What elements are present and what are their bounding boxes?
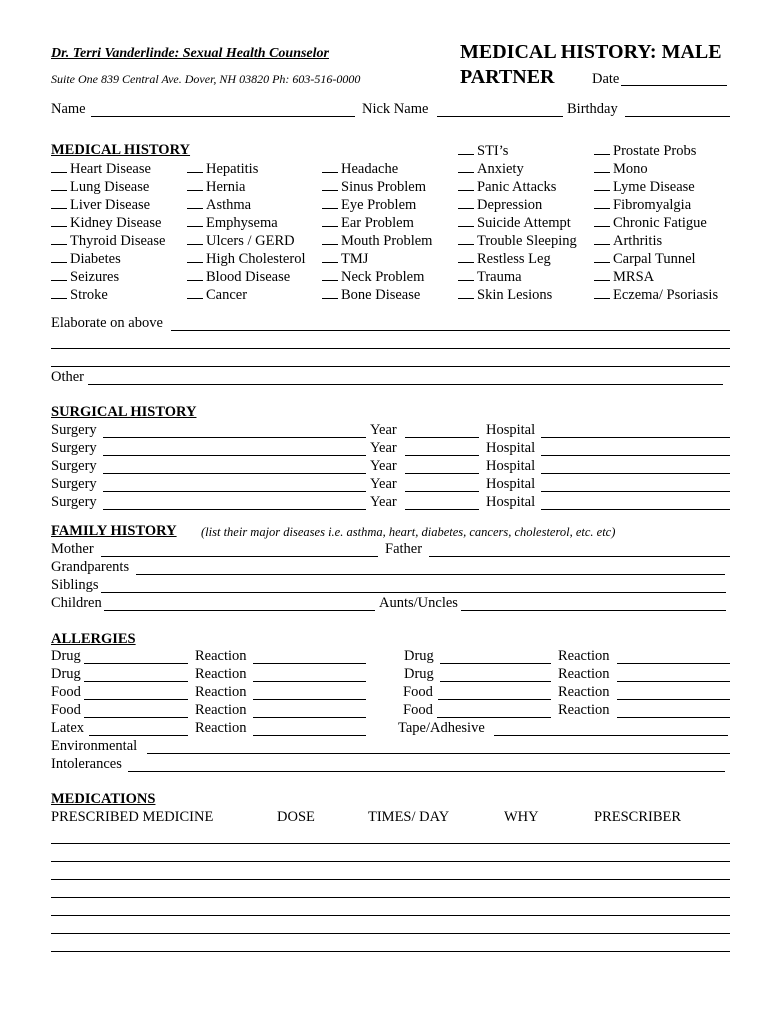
- condition-label: Hernia: [206, 179, 246, 195]
- allergy-field[interactable]: [440, 663, 551, 664]
- condition-checkbox[interactable]: [594, 232, 610, 245]
- condition-checkbox[interactable]: [51, 232, 67, 245]
- medication-row-line[interactable]: [51, 843, 730, 844]
- condition-item[interactable]: [594, 268, 654, 286]
- year-field[interactable]: [405, 437, 479, 438]
- allergy-field[interactable]: [84, 717, 188, 718]
- condition-checkbox[interactable]: [51, 250, 67, 263]
- medication-row-line[interactable]: [51, 951, 730, 952]
- mother-field[interactable]: [101, 556, 378, 557]
- year-field[interactable]: [405, 473, 479, 474]
- condition-label: Restless Leg: [477, 251, 551, 267]
- condition-item[interactable]: [187, 286, 247, 304]
- children-label: Children: [51, 595, 102, 611]
- condition-checkbox[interactable]: [458, 214, 474, 227]
- condition-checkbox[interactable]: [458, 178, 474, 191]
- reaction-label: Reaction: [558, 702, 610, 718]
- condition-checkbox[interactable]: [594, 268, 610, 281]
- condition-item[interactable]: [322, 286, 420, 304]
- condition-label: Eye Problem: [341, 197, 417, 213]
- condition-label: Asthma: [206, 197, 252, 213]
- hospital-field[interactable]: [541, 473, 730, 474]
- condition-item[interactable]: [322, 196, 416, 214]
- environmental-field[interactable]: [147, 753, 730, 754]
- condition-item[interactable]: [458, 160, 524, 178]
- year-label: Year: [370, 458, 397, 474]
- grandparents-label: Grandparents: [51, 559, 130, 575]
- condition-item[interactable]: [51, 268, 119, 286]
- col-prescriber: PRESCRIBER: [594, 809, 682, 825]
- condition-item[interactable]: [187, 214, 278, 232]
- col-times-per-day: TIMES/ DAY: [368, 809, 450, 825]
- hospital-label: Hospital: [486, 476, 536, 492]
- condition-item[interactable]: [594, 196, 691, 214]
- date-label: Date: [592, 71, 620, 87]
- grandparents-field[interactable]: [136, 574, 725, 575]
- allergy-type-label: Food: [403, 702, 433, 718]
- year-label: Year: [370, 494, 397, 510]
- condition-item[interactable]: [458, 232, 577, 250]
- condition-label: Ear Problem: [341, 215, 414, 231]
- counselor-name: Dr. Terri Vanderlinde: Sexual Health Counselor: [51, 46, 329, 61]
- elaborate-field-line2[interactable]: [51, 348, 730, 349]
- condition-checkbox[interactable]: [322, 250, 338, 263]
- other-field[interactable]: [88, 384, 723, 385]
- medication-row-line[interactable]: [51, 933, 730, 934]
- father-label: Father: [385, 541, 423, 557]
- surgery-label: Surgery: [51, 494, 97, 510]
- allergy-type-label: Drug: [51, 648, 81, 664]
- name-label: Name: [51, 101, 86, 117]
- condition-item[interactable]: [51, 214, 161, 232]
- reaction-label: Reaction: [558, 666, 610, 682]
- condition-checkbox[interactable]: [594, 286, 610, 299]
- condition-checkbox[interactable]: [187, 178, 203, 191]
- condition-label: Prostate Probs: [613, 143, 697, 159]
- reaction-label: Reaction: [558, 648, 610, 664]
- nickname-label: Nick Name: [362, 101, 429, 117]
- reaction-field[interactable]: [253, 699, 366, 700]
- father-field[interactable]: [429, 556, 730, 557]
- birthday-field[interactable]: [625, 116, 730, 117]
- condition-label: Trauma: [477, 269, 522, 285]
- condition-item[interactable]: [458, 286, 552, 304]
- nickname-field[interactable]: [437, 116, 563, 117]
- hospital-label: Hospital: [486, 494, 536, 510]
- condition-checkbox[interactable]: [594, 160, 610, 173]
- tape-adhesive-label: Tape/Adhesive: [398, 720, 485, 736]
- condition-label: Thyroid Disease: [70, 233, 166, 249]
- condition-item[interactable]: [322, 250, 368, 268]
- condition-label: Ulcers / GERD: [206, 233, 295, 249]
- condition-label: Fibromyalgia: [613, 197, 692, 213]
- condition-label: Hepatitis: [206, 161, 259, 177]
- year-field[interactable]: [405, 455, 479, 456]
- allergy-type-label: Food: [51, 684, 81, 700]
- allergies-heading: ALLERGIES: [51, 631, 136, 647]
- condition-item[interactable]: [322, 160, 398, 178]
- family-history-note: (list their major diseases i.e. asthma, heart, diabetes, cancers, cholesterol, etc. etc): [201, 525, 616, 539]
- elaborate-field[interactable]: [171, 330, 730, 331]
- date-field[interactable]: [621, 85, 727, 86]
- condition-item[interactable]: [187, 196, 251, 214]
- condition-item[interactable]: [458, 214, 571, 232]
- condition-item[interactable]: [594, 142, 696, 160]
- environmental-label: Environmental: [51, 738, 138, 754]
- form-title: MEDICAL HISTORY: MALE: [460, 41, 722, 63]
- condition-checkbox[interactable]: [51, 214, 67, 227]
- condition-checkbox[interactable]: [322, 286, 338, 299]
- hospital-field[interactable]: [541, 437, 730, 438]
- reaction-field[interactable]: [617, 663, 730, 664]
- condition-checkbox[interactable]: [51, 196, 67, 209]
- condition-label: Suicide Attempt: [477, 215, 571, 231]
- reaction-field[interactable]: [253, 717, 366, 718]
- condition-label: Anxiety: [477, 161, 524, 177]
- condition-label: Emphysema: [206, 215, 278, 231]
- condition-checkbox[interactable]: [594, 196, 610, 209]
- condition-checkbox[interactable]: [322, 196, 338, 209]
- birthday-label: Birthday: [567, 101, 618, 117]
- allergy-field[interactable]: [89, 735, 188, 736]
- condition-label: Seizures: [70, 269, 120, 285]
- form-title-line2: PARTNER: [460, 66, 555, 88]
- condition-checkbox[interactable]: [458, 232, 474, 245]
- condition-checkbox[interactable]: [322, 232, 338, 245]
- allergy-field[interactable]: [438, 699, 551, 700]
- hospital-field[interactable]: [541, 455, 730, 456]
- condition-label: Headache: [341, 161, 399, 177]
- reaction-field[interactable]: [617, 681, 730, 682]
- condition-label: Stroke: [70, 287, 108, 303]
- col-dose: DOSE: [277, 809, 315, 825]
- condition-item[interactable]: [51, 286, 108, 304]
- condition-checkbox[interactable]: [594, 214, 610, 227]
- condition-item[interactable]: [458, 178, 556, 196]
- year-label: Year: [370, 422, 397, 438]
- condition-checkbox[interactable]: [51, 160, 67, 173]
- reaction-field[interactable]: [617, 717, 730, 718]
- condition-checkbox[interactable]: [322, 268, 338, 281]
- allergy-field[interactable]: [437, 717, 551, 718]
- surgery-field[interactable]: [103, 437, 366, 438]
- condition-item[interactable]: [51, 160, 151, 178]
- condition-item[interactable]: [458, 142, 508, 160]
- condition-checkbox[interactable]: [187, 214, 203, 227]
- condition-checkbox[interactable]: [322, 178, 338, 191]
- allergy-type-label: Latex: [51, 720, 85, 736]
- condition-label: Carpal Tunnel: [613, 251, 696, 267]
- condition-checkbox[interactable]: [322, 160, 338, 173]
- condition-checkbox[interactable]: [594, 178, 610, 191]
- condition-label: Liver Disease: [70, 197, 151, 213]
- condition-item[interactable]: [594, 286, 718, 304]
- condition-label: Mono: [613, 161, 648, 177]
- intolerances-field[interactable]: [128, 771, 725, 772]
- condition-item[interactable]: [51, 196, 150, 214]
- condition-checkbox[interactable]: [187, 268, 203, 281]
- surgical-history-heading: SURGICAL HISTORY: [51, 404, 197, 420]
- surgery-label: Surgery: [51, 422, 97, 438]
- hospital-label: Hospital: [486, 458, 536, 474]
- medication-row-line[interactable]: [51, 879, 730, 880]
- condition-checkbox[interactable]: [187, 250, 203, 263]
- reaction-field[interactable]: [253, 735, 366, 736]
- allergy-type-label: Drug: [51, 666, 81, 682]
- col-why: WHY: [504, 809, 539, 825]
- condition-label: Bone Disease: [341, 287, 421, 303]
- condition-checkbox[interactable]: [458, 250, 474, 263]
- aunts-uncles-field[interactable]: [461, 610, 726, 611]
- mother-label: Mother: [51, 541, 94, 557]
- condition-item[interactable]: [594, 232, 662, 250]
- condition-item[interactable]: [594, 250, 696, 268]
- condition-item[interactable]: [322, 214, 414, 232]
- siblings-field[interactable]: [101, 592, 726, 593]
- allergy-field[interactable]: [84, 663, 188, 664]
- condition-label: TMJ: [341, 251, 369, 267]
- condition-checkbox[interactable]: [594, 142, 610, 155]
- reaction-label: Reaction: [558, 684, 610, 700]
- condition-checkbox[interactable]: [458, 142, 474, 155]
- condition-checkbox[interactable]: [187, 232, 203, 245]
- hospital-label: Hospital: [486, 422, 536, 438]
- allergy-type-label: Drug: [404, 648, 434, 664]
- condition-item[interactable]: [51, 250, 121, 268]
- condition-item[interactable]: [187, 160, 258, 178]
- medications-heading: MEDICATIONS: [51, 791, 156, 807]
- condition-checkbox[interactable]: [51, 268, 67, 281]
- condition-item[interactable]: [187, 178, 245, 196]
- year-field[interactable]: [405, 509, 479, 510]
- family-history-heading: FAMILY HISTORY: [51, 523, 177, 539]
- reaction-label: Reaction: [195, 648, 247, 664]
- condition-item[interactable]: [322, 268, 424, 286]
- condition-checkbox[interactable]: [458, 268, 474, 281]
- siblings-label: Siblings: [51, 577, 99, 593]
- medication-row-line[interactable]: [51, 897, 730, 898]
- name-field[interactable]: [91, 116, 355, 117]
- condition-label: Sinus Problem: [341, 179, 426, 195]
- hospital-label: Hospital: [486, 440, 536, 456]
- condition-item[interactable]: [187, 250, 305, 268]
- condition-label: STI’s: [477, 143, 509, 159]
- surgery-field[interactable]: [103, 509, 366, 510]
- condition-label: Chronic Fatigue: [613, 215, 707, 231]
- allergy-field[interactable]: [84, 681, 188, 682]
- year-label: Year: [370, 476, 397, 492]
- elaborate-field-line3[interactable]: [51, 366, 730, 367]
- condition-checkbox[interactable]: [51, 286, 67, 299]
- condition-checkbox[interactable]: [51, 178, 67, 191]
- surgery-field[interactable]: [103, 491, 366, 492]
- condition-checkbox[interactable]: [458, 160, 474, 173]
- condition-label: Diabetes: [70, 251, 121, 267]
- reaction-field[interactable]: [253, 681, 366, 682]
- medication-row-line[interactable]: [51, 861, 730, 862]
- condition-label: High Cholesterol: [206, 251, 306, 267]
- condition-checkbox[interactable]: [187, 160, 203, 173]
- medication-row-line[interactable]: [51, 915, 730, 916]
- condition-item[interactable]: [458, 250, 551, 268]
- condition-item[interactable]: [458, 196, 542, 214]
- surgery-field[interactable]: [103, 455, 366, 456]
- condition-checkbox[interactable]: [458, 196, 474, 209]
- condition-checkbox[interactable]: [594, 250, 610, 263]
- condition-item[interactable]: [322, 232, 432, 250]
- surgery-field[interactable]: [103, 473, 366, 474]
- condition-checkbox[interactable]: [187, 196, 203, 209]
- allergy-field[interactable]: [440, 681, 551, 682]
- condition-label: Cancer: [206, 287, 248, 303]
- children-field[interactable]: [104, 610, 375, 611]
- col-prescribed-medicine: PRESCRIBED MEDICINE: [51, 809, 214, 825]
- reaction-label: Reaction: [195, 666, 247, 682]
- condition-label: Arthritis: [613, 233, 663, 249]
- aunts-uncles-label: Aunts/Uncles: [379, 595, 458, 611]
- year-field[interactable]: [405, 491, 479, 492]
- condition-label: Lyme Disease: [613, 179, 695, 195]
- condition-item[interactable]: [594, 178, 695, 196]
- condition-checkbox[interactable]: [187, 286, 203, 299]
- condition-label: Skin Lesions: [477, 287, 553, 303]
- condition-item[interactable]: [594, 214, 707, 232]
- reaction-label: Reaction: [195, 720, 247, 736]
- condition-label: Trouble Sleeping: [477, 233, 577, 249]
- hospital-field[interactable]: [541, 509, 730, 510]
- allergy-type-label: Food: [51, 702, 81, 718]
- allergy-type-label: Drug: [404, 666, 434, 682]
- condition-label: Panic Attacks: [477, 179, 557, 195]
- reaction-label: Reaction: [195, 684, 247, 700]
- condition-label: Heart Disease: [70, 161, 151, 177]
- tape-adhesive-field[interactable]: [494, 735, 728, 736]
- medical-history-heading: MEDICAL HISTORY: [51, 142, 191, 158]
- condition-label: Mouth Problem: [341, 233, 433, 249]
- year-label: Year: [370, 440, 397, 456]
- surgery-label: Surgery: [51, 476, 97, 492]
- condition-item[interactable]: [322, 178, 426, 196]
- office-address: Suite One 839 Central Ave. Dover, NH 03820 Ph: 603-516-0000: [51, 72, 361, 86]
- condition-label: MRSA: [613, 269, 655, 285]
- allergy-field[interactable]: [84, 699, 188, 700]
- reaction-field[interactable]: [253, 663, 366, 664]
- condition-item[interactable]: [187, 232, 295, 250]
- surgery-label: Surgery: [51, 458, 97, 474]
- condition-label: Eczema/ Psoriasis: [613, 287, 719, 303]
- condition-item[interactable]: [187, 268, 290, 286]
- condition-item[interactable]: [594, 160, 648, 178]
- other-label: Other: [51, 369, 85, 385]
- reaction-label: Reaction: [195, 702, 247, 718]
- condition-item[interactable]: [51, 232, 165, 250]
- condition-label: Kidney Disease: [70, 215, 162, 231]
- reaction-field[interactable]: [617, 699, 730, 700]
- condition-label: Neck Problem: [341, 269, 425, 285]
- surgery-label: Surgery: [51, 440, 97, 456]
- condition-checkbox[interactable]: [322, 214, 338, 227]
- condition-label: Depression: [477, 197, 543, 213]
- allergy-type-label: Food: [403, 684, 433, 700]
- condition-checkbox[interactable]: [458, 286, 474, 299]
- condition-label: Lung Disease: [70, 179, 150, 195]
- intolerances-label: Intolerances: [51, 756, 122, 772]
- hospital-field[interactable]: [541, 491, 730, 492]
- condition-item[interactable]: [51, 178, 149, 196]
- condition-label: Blood Disease: [206, 269, 291, 285]
- condition-item[interactable]: [458, 268, 522, 286]
- elaborate-label: Elaborate on above: [51, 315, 163, 331]
